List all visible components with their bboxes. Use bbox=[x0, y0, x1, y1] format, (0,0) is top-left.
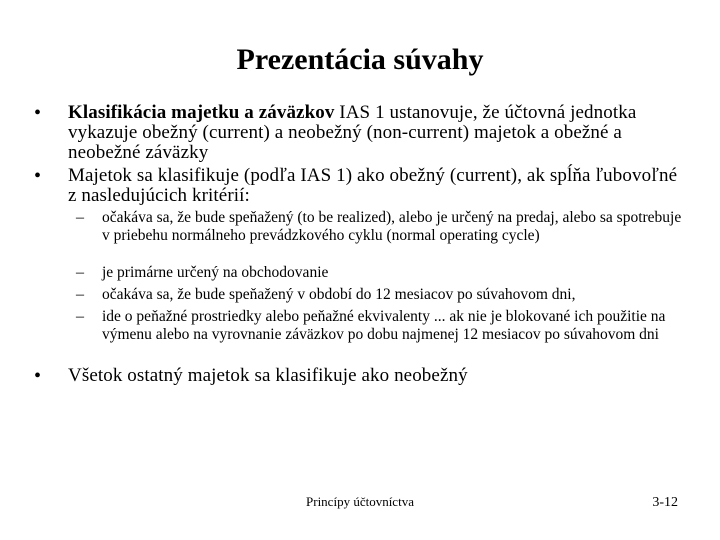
bullet-text: Všetok ostatný majetok sa klasifikuje ako neobežný bbox=[68, 365, 468, 386]
bullet-item bbox=[68, 166, 688, 206]
bullet-marker: • bbox=[34, 365, 42, 387]
sub-item: očakáva sa, že bude speňažený v období do 12 mesiacov po súvahovom dni, bbox=[102, 286, 576, 303]
page-number: 3-12 bbox=[652, 495, 678, 510]
bullet-item bbox=[68, 366, 688, 386]
bullet-bold-heading: Klasifikácia majetku a záväzkov bbox=[68, 102, 335, 123]
sub-item-marker: – bbox=[76, 286, 84, 303]
slide-title: Prezentácia súvahy bbox=[236, 43, 484, 76]
sub-item-marker: – bbox=[76, 308, 84, 325]
bullet-item bbox=[68, 103, 688, 163]
sub-item: očakáva sa, že bude speňažený (to be realized), alebo je určený na predaj, alebo sa spotrebuje v priebehu normálneho prevádzkového cyklu (normal operating cycle) bbox=[102, 209, 682, 244]
sub-item-marker: – bbox=[76, 209, 84, 226]
bullet-text: IAS 1 ustanovuje, že účtovná jednotka vykazuje obežný (current) a neobežný (non-current) majetok a obežné a neobežné záväzky bbox=[68, 102, 637, 163]
sub-item: ide o peňažné prostriedky alebo peňažné ekvivalenty ... ak nie je blokované ich použitie na výmenu alebo na vyrovnanie záväzkov po dobu najmenej 12 mesiacov po súvahovom dni bbox=[102, 308, 666, 343]
bullet-marker: • bbox=[34, 165, 42, 187]
footer-title: Princípy účtovníctva bbox=[306, 494, 414, 509]
sub-item: je primárne určený na obchodovanie bbox=[102, 264, 329, 281]
bullet-marker: • bbox=[34, 102, 42, 124]
bullet-text: Majetok sa klasifikuje (podľa IAS 1) ako obežný (current), ak spĺňa ľubovoľné z nasledujúcich kritérií: bbox=[68, 165, 678, 206]
sub-item-marker: – bbox=[76, 264, 84, 281]
